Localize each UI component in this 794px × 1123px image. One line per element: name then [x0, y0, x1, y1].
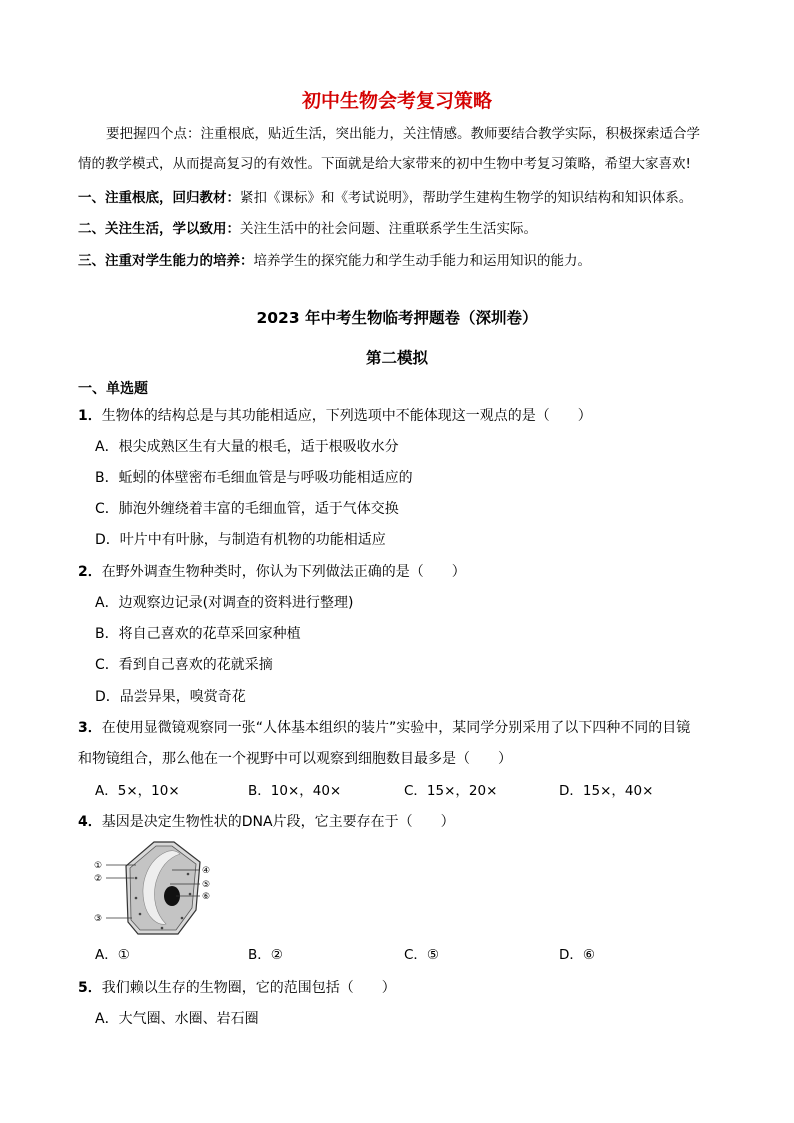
q4-option-a: [95, 943, 130, 963]
chloroplast: [139, 913, 142, 916]
figure-label: ⑤: [202, 880, 211, 890]
question-5: [78, 977, 396, 997]
question-text: 基因是决定生物性状的DNA片段，它主要存在于（ ）: [101, 814, 455, 830]
intro-line-2: 情的教学模式，从而提高复习的有效性。下面就是给大家带来的初中生物中考复习策略，希望大家喜欢!: [78, 156, 691, 172]
strategy-point-text: 紧扣《课标》和《考试说明》，帮助学生建构生物学的知识结构和知识体系。: [240, 190, 693, 206]
option-text: B．②: [248, 947, 283, 963]
question-text: 我们赖以生存的生物圈，它的范围包括（ ）: [101, 980, 396, 996]
question-number: 4．: [78, 814, 102, 830]
chloroplast: [135, 877, 138, 880]
question-number: 3．: [78, 720, 102, 736]
q3-option-d: D．15×，40×: [559, 783, 654, 799]
option-text: A．①: [95, 947, 130, 963]
q3-option-c: C．15×，20×: [404, 783, 498, 799]
question-number: 5．: [78, 980, 102, 996]
article-title: 初中生物会考复习策略: [301, 90, 492, 112]
chloroplast: [187, 873, 190, 876]
question-number: 2．: [78, 564, 102, 580]
strategy-point-1: [78, 186, 692, 206]
question-number: 1．: [78, 408, 102, 424]
plant-cell-figure: [92, 838, 222, 938]
section-heading: 一、单选题: [78, 381, 148, 397]
q1-option-c: C．肺泡外缠绕着丰富的毛细血管，适于气体交换: [95, 501, 399, 517]
q4-option-b: [248, 943, 283, 963]
strategy-point-label: 二、关注生活，学以致用：: [78, 221, 240, 237]
q2-option-c: C．看到自己喜欢的花就采摘: [95, 657, 273, 673]
q4-option-c: [404, 943, 439, 963]
strategy-point-text: 培养学生的探究能力和学生动手能力和运用知识的能力。: [253, 253, 591, 269]
q2-option-d: D．品尝异果，嗅赏奇花: [95, 689, 246, 705]
question-text: 在使用显微镜观察同一张“人体基本组织的装片”实验中，某同学分别采用了以下四种不同的目镜: [101, 720, 691, 736]
chloroplast: [135, 897, 138, 900]
q4-option-d: [559, 943, 595, 963]
exam-subtitle: 第二模拟: [365, 349, 428, 367]
question-4: [78, 811, 455, 831]
q1-option-b: B．蚯蚓的体壁密布毛细血管是与呼吸功能相适应的: [95, 470, 413, 486]
strategy-point-2: [78, 217, 537, 237]
q3-option-a: A．5×，10×: [95, 783, 180, 799]
chloroplast: [181, 917, 184, 920]
figure-label: ⑥: [202, 892, 211, 902]
strategy-point-label: 三、注重对学生能力的培养：: [78, 253, 254, 269]
strategy-point-text: 关注生活中的社会问题、注重联系学生生活实际。: [240, 221, 537, 237]
q2-option-b: B．将自己喜欢的花草采回家种植: [95, 626, 301, 642]
question-3: [78, 717, 690, 737]
intro-line-1: 要把握四个点：注重根底，贴近生活，突出能力，关注情感。教师要结合教学实际，积极探索适合学: [106, 126, 700, 142]
chloroplast: [189, 893, 192, 896]
figure-label: ③: [94, 914, 103, 924]
q1-option-a: A．根尖成熟区生有大量的根毛，适于根吸收水分: [95, 439, 399, 455]
q5-option-a: A．大气圈、水圈、岩石圈: [95, 1011, 259, 1027]
option-text: C．⑤: [404, 947, 440, 963]
q2-option-a: A．边观察边记录(对调查的资料进行整理): [95, 595, 354, 611]
figure-label: ①: [94, 861, 103, 871]
option-text: D．⑥: [559, 947, 595, 963]
strategy-point-3: [78, 249, 591, 269]
exam-title: 2023 年中考生物临考押题卷（深圳卷）: [256, 309, 538, 327]
q3-option-b: B．10×，40×: [248, 783, 342, 799]
question-3-continued: 和物镜组合，那么他在一个视野中可以观察到细胞数目最多是（ ）: [78, 751, 512, 767]
question-text: 生物体的结构总是与其功能相适应，下列选项中不能体现这一观点的是（ ）: [101, 408, 592, 424]
question-1: [78, 405, 592, 425]
question-text: 在野外调查生物种类时，你认为下列做法正确的是（ ）: [101, 564, 466, 580]
question-2: [78, 561, 466, 581]
figure-label: ②: [94, 874, 103, 884]
q1-option-d: D．叶片中有叶脉，与制造有机物的功能相适应: [95, 532, 386, 548]
figure-label: ④: [202, 866, 211, 876]
chloroplast: [161, 927, 164, 930]
strategy-point-label: 一、注重根底，回归教材：: [78, 190, 240, 206]
